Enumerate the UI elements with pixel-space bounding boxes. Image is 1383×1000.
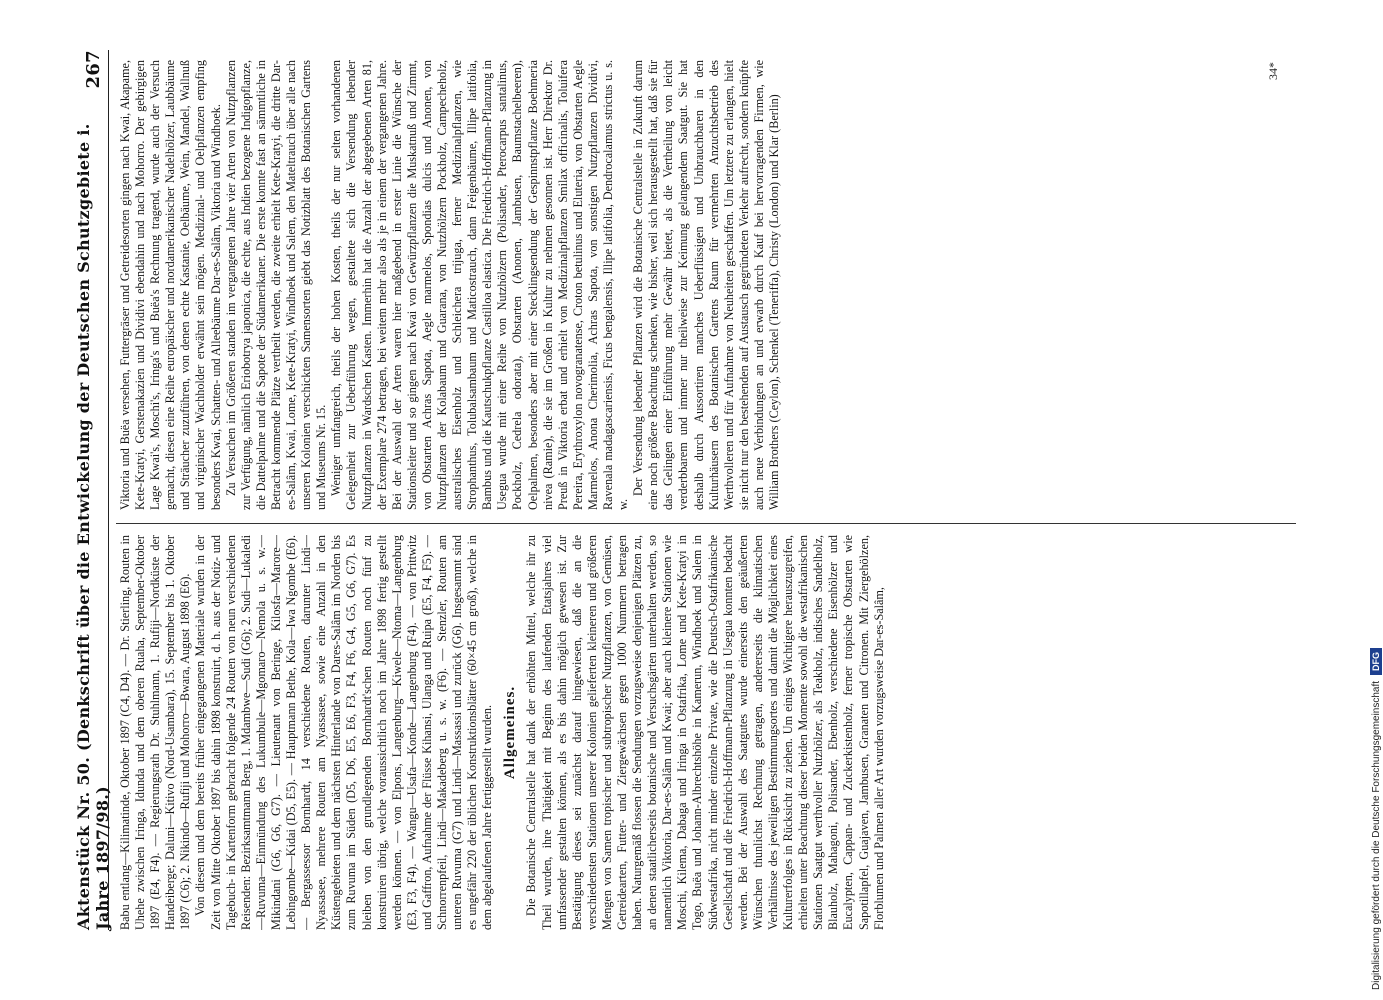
section-heading: Allgemeines. <box>502 685 519 780</box>
digitization-note <box>1370 648 1382 990</box>
paragraph: Weniger umfangreich, theils der hohen Kosten, theils der nur selten vorhandenen Gelegenheit zur Ueberführung wegen, gestaltete sich die Versendung lebender Nutzpflanzen in Wardschen Kasten. Immerhin hat die Anzahl der abgegebenen Arten 81, der Exemplare 274 betragen, bei weitem mehr also als je in einem der vergangenen Jahre. Bei der Auswahl der Arten waren hier maßgebend in erster Linie die Wünsche der Stationsleiter und so gingen nach Kwai von Gewürzpflanzen die Muskatnuß und Zimmt, von Obstarten Achras Sapota, Aegle marmelos, Spondias dulcis und Anonen, von Nutzpflanzen der Kolabaum und Guarana, von Nutzhölzern Pockholz, Campecheholz, australisches Eisenholz und Schleichera trijuga, ferner Medizinalpflanzen, wie Strophanthus, Tolubalsambaum und Maticostrauch, dann Feigenbäume, Illipe latifolia, Bambus und die Kautschukpflanze Castilloa elastica. Die Friedrich-Hoffmann-Pflanzung in Usegua wurde mit einer Reihe von Nutzhölzern (Polisander, Pterocarpus santalinus, Pockholz, Cedrela odorata), Obstarten (Anonen, Jambusen, Baumstachelbeeren), Oelpalmen, besonders aber mit einer Stecklingsendung der Gespinnstpflanze Boehmeria nivea (Ramie), die sie im Großen in Kultur zu nehmen gesonnen ist. Herr Direktor Dr. Preuß in Viktoria erbat und erhielt von Medizinalpflanzen Smilax officinalis, Toluifera Pereira, Erythroxylon novogranatense, Croton betulinus und Eluteria, von Obstarten Aegle Marmelos, Anona Cherimolia, Achras Sapota, von sonstigen Nutzpflanzen Dividivi, Ravenala madagascariensis, Ficus bengalensis, Illipe latifolia, Dendrocalamus strictus u. s. w. <box>329 60 631 510</box>
paragraph: Babu entlang—Kilimatinde, Oktober 1897 (C4, D4). — Dr. Stierling, Routen in Uhehe zwischen Iringa, Idunda und dem oberen Ruaha, September-Oktober 1897 (E4, F4). — Regierungsrath Dr. Stuhlmann, 1. Rufiji—Nordküste der Handeiberge; Daluni—Kitivo (Nord-Usambara), 15. September bis 1. Oktober 1897 (C6); 2. Nikindo—Rufiji und Mohorro—Bwara, August 1898 (E6). <box>118 535 193 930</box>
page-header <box>74 50 112 930</box>
paragraph: Von diesem und dem bereits früher eingegangenen Materiale wurden in der Zeit von Mitte Oktober 1897 bis dahin 1898 konstruirt, d. h. aus der Notiz- und Tagebuch- in Kartenform gebracht folgende 24 Routen von neun verschiedenen Reisenden: Bezirksamtmann Berg, 1. Mdambwe—Sudi (G6); 2. Sudi—Lukaledi—Ruvuma—Einmündung des Lukumbule—Mgomaro—Nemola u. s. w.—Mikindani (G6, G6, G7). — Lieutenant von Beringe, Kilosfa—Marore—Lebingombe—Kidai (D5, E5). — Hauptmann Bethe, Kola—Iwa Ngombe (E6). — Bergassessor Bornhardt, 14 verschiedene Routen, darunter Lindi—Nyassasee, mehrere Routen am Nyassasee, sowie eine Anzahl in den Küstengebieten und dem nächsten Hinterlande von Dares-Salâm im Norden bis zum Ruvuma im Süden (D5, D6, E5, E6, F3, F4, F6, G4, G5, G6, G7). Es bleiben von den grundlegenden Bornhardt'schen Routen noch fünf zu konstruiren übrig, welche voraussichtlich noch im Jahre 1898 fertig gestellt werden können. — von Elpons, Langenburg—Kiwele—Ntoma—Langenburg (E3, F3, F4). — Wangu—Usafa—Konde—Langenburg (F4). — von Prittwitz und Gaffron, Aufnahme der Flüsse Kihansi, Ulanga und Ruipa (E5, F4, F5). — Schnorrenpfeil, Lindi—Makadeberg u. s. w. (F6). — Stenzler, Routen am unteren Ruvuma (G7) und Lindi—Massassi und zurück (G6). Insgesammt sind es ungefähr 220 der üblichen Konstruktionsblätter (60×45 cm groß), welche in dem abgelaufenen Jahre fertiggestellt wurden. <box>193 535 495 930</box>
column-divider <box>116 523 1296 524</box>
paragraph: Zu Versuchen im Größeren standen im vergangenen Jahre vier Arten von Nutzpflanzen zur Verfügung, nämlich Eriobotrya japonica, die echte, aus Indien bezogene Indigopflanze, die Dattelpalme und die Sapote der Südamerikaner. Die erste konnte fast an sämmtliche in Betracht kommende Plätze vertheilt werden, die zweite erhielt Kete-Kratyi, die dritte Dar-es-Salâm, Kwai, Lome, Kete-Kratyi, Windhoek und Salem, den Mateltrauch über alle nach unseren Kolonien verschickten Samensorten giebt das Notizblatt des Botanischen Gartens und Museums Nr. 15. <box>223 60 329 510</box>
dfg-logo: DFG <box>1370 648 1382 675</box>
page-title: Aktenstück Nr. 50. (Denkschrift über die Entwickelung der Deutschen Schutzgebiete i. Jahre 1897/98.) <box>74 123 112 930</box>
page-number: 267 <box>82 50 104 89</box>
paragraph: Die Botanische Centralstelle hat dank der erhöhten Mittel, welche ihr zu Theil wurden, ihre Thätigkeit mit Beginn des laufenden Etatsjahres viel umfassender gestalten können, als es bis dahin möglich gewesen ist. Zur Bestätigung dieses sei zunächst darauf hingewiesen, daß die an die verschiedensten Stationen unserer Kolonien gelieferten kleineren und größeren Mengen von Samen tropischer und subtropischer Nutzpflanzen, von Gemüsen, Getreidearten, Futter- und Ziergewächsen gegen 1000 Nummern betragen haben. Naturgemäß flossen die Sendungen vorzugsweise denjenigen Plätzen zu, an denen staatlicherseits botanische und Versuchsgärten unterhalten werden, so namentlich Viktoria, Dar-es-Salâm und Kwai; aber auch kleinere Stationen wie Moschi, Kilema, Dabaga und Iringa in Ostafrika, Lome und Kete-Kratyi in Togo, Buëa und Johann-Albrechtshöhe in Kamerun, Windhoek und Salem in Südwestafrika, nicht minder einzelne Private, wie die Deutsch-Ostafrikanische Gesellschaft und die Friedrich-Hoffmann-Pflanzung in Usegua konnten bedacht werden. Bei der Auswahl des Saatgutes wurde einerseits den geäußerten Wünschen thunlichst Rechnung getragen, andererseits die klimatischen Verhältnisse des jeweiligen Bestimmungsortes und damit die Möglichkeit eines Kulturerfolges in Rücksicht zu ziehen. Um einiges Wichtigere herauszugreifen, erhielten unter Beachtung dieser beiden Momente sowohl die westafrikanischen Stationen Saatgut werthvoller Nutzhölzer, als Teakholz, indisches Sandelholz, Blauholz, Mahagoni, Polisander, Ebenholz, verschiedene Eisenhölzer und Eucalypten, Cappan- und Zuckerkistenholz, ferner tropische Obstarten wie Sapotillapfel, Guajaven, Jambusen, Granaten und Citronen. Mit Ziergehölzen, Florblumen und Palmen aller Art wurden vorzugsweise Dar-es-Salâm, <box>524 535 886 930</box>
left-column <box>118 535 938 930</box>
digitization-text: Digitalisierung gefördert durch die Deutsche Forschungsgemeinschaft <box>1370 680 1382 990</box>
rotated-page <box>70 40 1310 940</box>
right-column <box>118 60 1298 510</box>
sheet-marker: 34* <box>1266 62 1280 80</box>
paragraph: Viktoria und Buëa versehen, Futtergräser und Getreidesorten gingen nach Kwai, Akapame, Kete-Kratyi, Gerstenakazien und Dividivi ebendahin und nach Mohorro. Der gebirgigen Lage Kwai's, Moschi's, Iringa's und Buëa's Rechnung tragend, wurde auch der Versuch gemacht, diesen eine Reihe europäischer und nordamerikanischer Nadelhölzer, Laubbäume und Sträucher zuzuführen, von denen echte Kastanie, Oelbäume, Wein, Mandel, Wallnuß und virginischer Wachholder erwähnt sein mögen. Medizinal- und Oelpflanzen empfing besonders Kwai, Schatten- und Alleebäume Dar-es-Salâm, Viktoria und Windhoek. <box>118 60 223 510</box>
paragraph: Der Versendung lebender Pflanzen wird die Botanische Centralstelle in Zukunft darum eine noch größere Beachtung schenken, wie bisher, weil sich herausgestellt hat, daß sie für das Gelingen einer Einführung mehr Gewähr bietet, als die Vertheilung von leicht verderbbarem und immer nur theilweise zur Keimung gelangendem Saatgut. Sie hat deshalb durch Aussortiren manches Ueberflüssigen und Unbrauchbaren in den Kulturhäusern des Botanischen Gartens Raum für vermehrten Anzuchtsbetrieb des Werthvolleren und für Aufnahme von Neuheiten geschaffen. Um letztere zu erlangen, hielt sie nicht nur den bestehenden auf Austausch gegründeten Verkehr aufrecht, sondern knüpfte auch neue Verbindungen an und erwarb durch Kauf bei hervorragenden Firmen, wie William Brothers (Ceylon), Schenkel (Teneriffa), Christy (London) und Klar (Berlin) <box>631 60 782 510</box>
